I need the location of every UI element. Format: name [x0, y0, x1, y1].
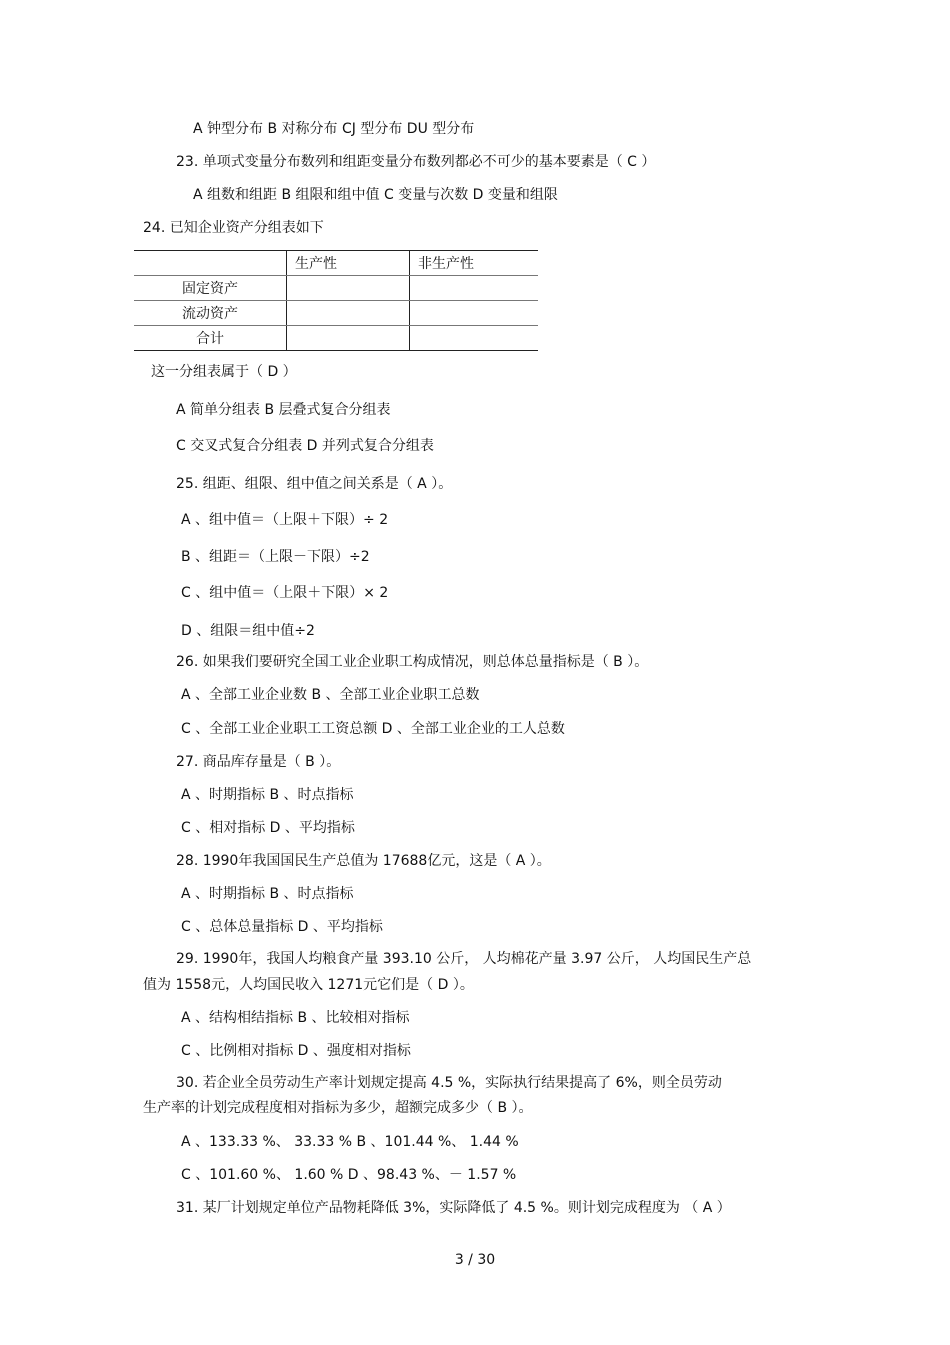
- table-cell: [410, 326, 539, 351]
- question-24-stem: 这一分组表属于（ D ）: [151, 364, 297, 380]
- option-line-27a: A 、时期指标 B 、时点指标: [181, 787, 354, 803]
- question-29-line2: 值为 1558元，人均国民收入 1271元它们是（ D ）。: [143, 977, 474, 993]
- question-26: 26. 如果我们要研究全国工业企业职工构成情况，则总体总量指标是（ B ）。: [176, 654, 649, 670]
- option-line-29a: A 、结构相结指标 B 、比较相对指标: [181, 1010, 410, 1026]
- row-label-total: 合计: [134, 326, 287, 351]
- option-line-27b: C 、相对指标 D 、平均指标: [181, 820, 355, 836]
- question-27: 27. 商品库存量是（ B ）。: [176, 754, 341, 770]
- table-cell: [287, 276, 410, 301]
- option-25c: C 、组中值＝（上限＋下限）× 2: [181, 585, 389, 601]
- option-line-24b: C 交叉式复合分组表 D 并列式复合分组表: [176, 438, 434, 454]
- option-25a: A 、组中值＝（上限＋下限）÷ 2: [181, 512, 389, 528]
- table-cell: [410, 276, 539, 301]
- row-label-current-assets: 流动资产: [134, 301, 287, 326]
- option-line-26b: C 、全部工业企业职工工资总额 D 、全部工业企业的工人总数: [181, 721, 565, 737]
- question-25: 25. 组距、组限、组中值之间关系是（ A ）。: [176, 476, 453, 492]
- option-25d: D 、组限＝组中值÷2: [181, 623, 315, 639]
- table-row: [134, 251, 538, 276]
- option-line-28a: A 、时期指标 B 、时点指标: [181, 886, 354, 902]
- option-line-23: A 组数和组距 B 组限和组中值 C 变量与次数 D 变量和组限: [193, 187, 558, 203]
- page-number: 3 / 30: [454, 1252, 496, 1268]
- option-line-26a: A 、全部工业企业数 B 、全部工业企业职工总数: [181, 687, 480, 703]
- option-line-22: A 钟型分布 B 对称分布 CJ 型分布 DU 型分布: [193, 121, 475, 137]
- question-28: 28. 1990年我国国民生产总值为 17688亿元，这是（ A ）。: [176, 853, 551, 869]
- question-23: 23. 单项式变量分布数列和组距变量分布数列都必不可少的基本要素是（ C ）: [176, 154, 656, 170]
- question-30-line2: 生产率的计划完成程度相对指标为多少，超额完成多少（ B ）。: [143, 1100, 533, 1116]
- option-25b: B 、组距＝（上限－下限）÷2: [181, 549, 370, 565]
- question-30-line1: 30. 若企业全员劳动生产率计划规定提高 4.5 %，实际执行结果提高了 6%，则全员劳动: [176, 1075, 722, 1091]
- question-31: 31. 某厂计划规定单位产品物耗降低 3%，实际降低了 4.5 %。则计划完成程度为 （ A ）: [176, 1200, 731, 1216]
- table-row: [134, 301, 538, 326]
- option-line-30a: A 、133.33 %、 33.33 % B 、101.44 %、 1.44 %: [181, 1134, 519, 1150]
- table-row: [134, 326, 538, 351]
- table-cell: [287, 301, 410, 326]
- table-header-nonproductive: 非生产性: [410, 251, 539, 276]
- table-cell: [410, 301, 539, 326]
- table-cell: [287, 326, 410, 351]
- option-line-28b: C 、总体总量指标 D 、平均指标: [181, 919, 383, 935]
- table-cell: [134, 251, 287, 276]
- question-24: 24. 已知企业资产分组表如下: [143, 220, 324, 236]
- row-label-fixed-assets: 固定资产: [134, 276, 287, 301]
- asset-group-table: [134, 250, 538, 351]
- option-line-30b: C 、101.60 %、 1.60 % D 、98.43 %、－ 1.57 %: [181, 1167, 517, 1183]
- table-header-productive: 生产性: [287, 251, 410, 276]
- option-line-29b: C 、比例相对指标 D 、强度相对指标: [181, 1043, 411, 1059]
- question-29-line1: 29. 1990年，我国人均粮食产量 393.10 公斤， 人均棉花产量 3.97 公斤， 人均国民生产总: [176, 951, 752, 967]
- table-row: [134, 276, 538, 301]
- option-line-24a: A 简单分组表 B 层叠式复合分组表: [176, 402, 391, 418]
